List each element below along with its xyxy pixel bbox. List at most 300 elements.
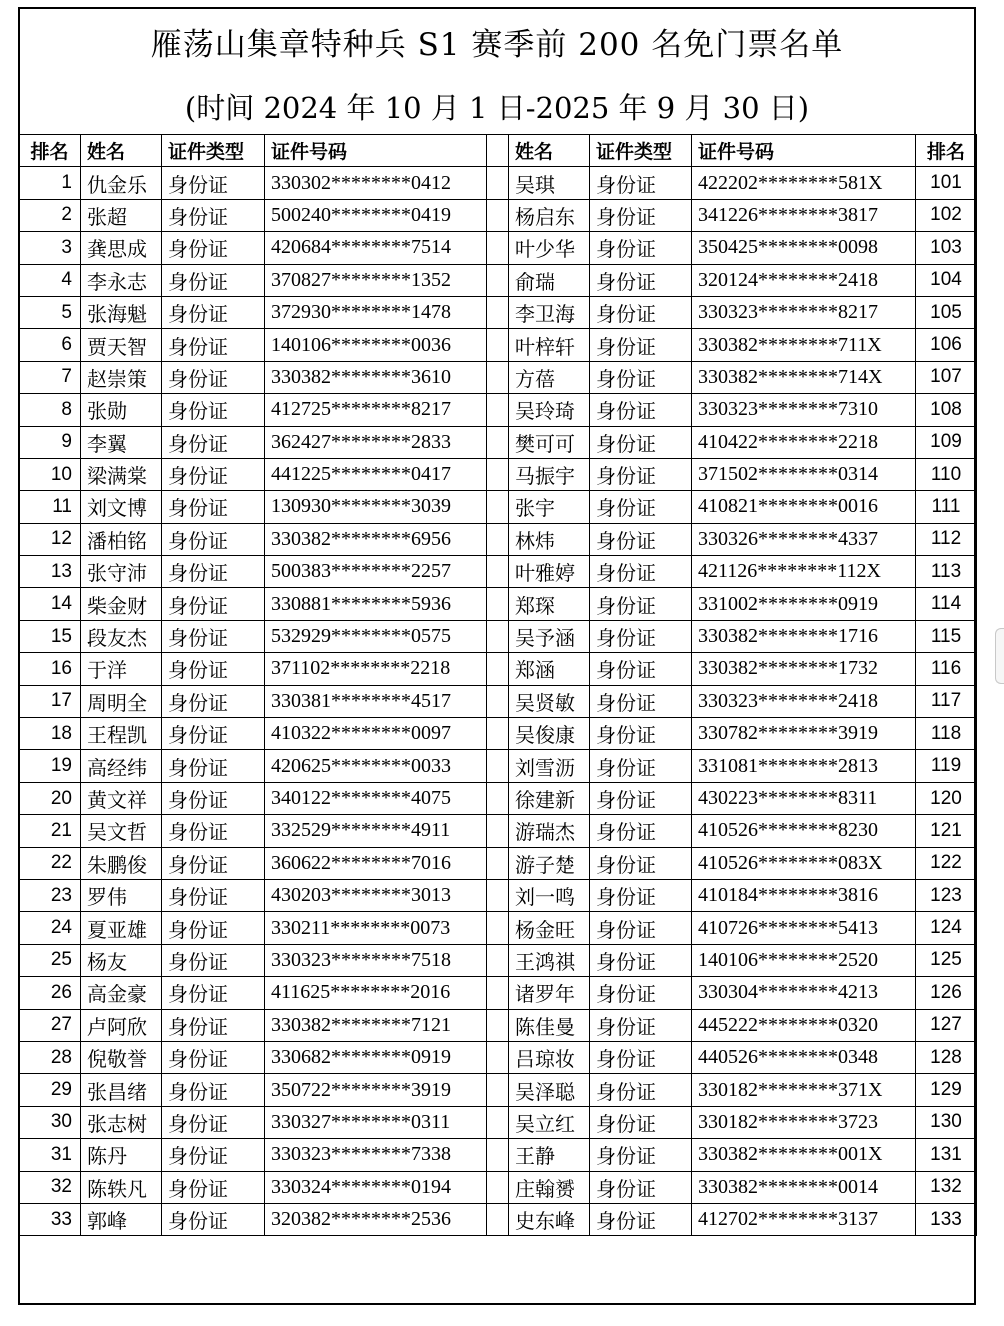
table-row [19, 264, 977, 296]
column-gap [487, 296, 509, 328]
name-cell-left: 李翼 [81, 426, 162, 458]
rank-cell-left: 19 [19, 750, 81, 782]
id-number-cell-right: 330323********7310 [692, 394, 916, 426]
name-cell-left: 张守沛 [81, 556, 162, 588]
rank-cell-left: 21 [19, 815, 81, 847]
rank-cell-right: 106 [916, 329, 977, 361]
id-number-cell-left: 441225********0417 [265, 458, 487, 490]
id-type-cell-right: 身份证 [590, 782, 692, 814]
rank-cell-right: 119 [916, 750, 977, 782]
name-cell-left: 王程凯 [81, 718, 162, 750]
column-gap [487, 135, 509, 167]
rank-cell-right: 116 [916, 653, 977, 685]
id-type-cell-left: 身份证 [162, 361, 265, 393]
id-number-cell-left: 532929********0575 [265, 620, 487, 652]
rank-cell-left: 32 [19, 1171, 81, 1203]
table-row [19, 815, 977, 847]
id-type-cell-left: 身份证 [162, 556, 265, 588]
table-row [19, 394, 977, 426]
id-type-cell-right: 身份证 [590, 944, 692, 976]
id-type-cell-left: 身份证 [162, 264, 265, 296]
header-name-right: 姓名 [509, 135, 590, 167]
id-number-cell-right: 330182********371X [692, 1074, 916, 1106]
header-id-number-left: 证件号码 [265, 135, 487, 167]
id-number-cell-left: 500383********2257 [265, 556, 487, 588]
column-gap [487, 718, 509, 750]
id-number-cell-right: 410422********2218 [692, 426, 916, 458]
document-subtitle: (时间 2024 年 10 月 1 日-2025 年 9 月 30 日) [184, 91, 810, 125]
table-row [19, 1171, 977, 1203]
id-type-cell-right: 身份证 [590, 653, 692, 685]
id-number-cell-left: 420625********0033 [265, 750, 487, 782]
id-type-cell-left: 身份证 [162, 458, 265, 490]
header-name-left: 姓名 [81, 135, 162, 167]
name-cell-right: 吴立红 [509, 1106, 590, 1138]
table-row [19, 912, 977, 944]
name-cell-left: 贾天智 [81, 329, 162, 361]
table-row [19, 167, 977, 199]
rank-cell-right: 104 [916, 264, 977, 296]
column-gap [487, 815, 509, 847]
id-number-cell-right: 410821********0016 [692, 491, 916, 523]
rank-cell-left: 13 [19, 556, 81, 588]
rank-cell-right: 105 [916, 296, 977, 328]
id-number-cell-right: 330182********3723 [692, 1106, 916, 1138]
id-type-cell-left: 身份证 [162, 167, 265, 199]
column-gap [487, 232, 509, 264]
id-number-cell-left: 420684********7514 [265, 232, 487, 264]
id-type-cell-left: 身份证 [162, 491, 265, 523]
rank-cell-left: 7 [19, 361, 81, 393]
rank-cell-right: 111 [916, 491, 977, 523]
column-gap [487, 491, 509, 523]
name-cell-left: 刘文博 [81, 491, 162, 523]
rank-cell-right: 115 [916, 620, 977, 652]
table-row [19, 458, 977, 490]
name-cell-right: 俞瑞 [509, 264, 590, 296]
name-cell-right: 吴琪 [509, 167, 590, 199]
id-number-cell-right: 410526********8230 [692, 815, 916, 847]
scrollbar-thumb[interactable] [995, 628, 1004, 684]
rank-cell-left: 31 [19, 1139, 81, 1171]
table-row [19, 199, 977, 231]
rank-cell-right: 132 [916, 1171, 977, 1203]
name-cell-right: 李卫海 [509, 296, 590, 328]
id-number-cell-left: 332529********4911 [265, 815, 487, 847]
table-row [19, 879, 977, 911]
id-type-cell-right: 身份证 [590, 1106, 692, 1138]
id-type-cell-right: 身份证 [590, 556, 692, 588]
name-cell-left: 张超 [81, 199, 162, 231]
id-number-cell-left: 330324********0194 [265, 1171, 487, 1203]
rank-cell-right: 117 [916, 685, 977, 717]
name-cell-right: 郑琛 [509, 588, 590, 620]
id-number-cell-left: 330382********6956 [265, 523, 487, 555]
column-gap [487, 199, 509, 231]
id-number-cell-left: 130930********3039 [265, 491, 487, 523]
rank-cell-right: 126 [916, 977, 977, 1009]
column-gap [487, 361, 509, 393]
name-cell-left: 张志树 [81, 1106, 162, 1138]
id-type-cell-right: 身份证 [590, 879, 692, 911]
table-row [19, 847, 977, 879]
id-number-cell-right: 422202********581X [692, 167, 916, 199]
table-row [19, 1041, 977, 1073]
name-cell-left: 罗伟 [81, 879, 162, 911]
rank-cell-left: 17 [19, 685, 81, 717]
name-cell-left: 周明全 [81, 685, 162, 717]
table-row [19, 329, 977, 361]
id-type-cell-right: 身份证 [590, 523, 692, 555]
id-type-cell-left: 身份证 [162, 1106, 265, 1138]
id-type-cell-right: 身份证 [590, 296, 692, 328]
name-cell-left: 龚思成 [81, 232, 162, 264]
column-gap [487, 264, 509, 296]
id-type-cell-right: 身份证 [590, 588, 692, 620]
table-row [19, 685, 977, 717]
table-row [19, 556, 977, 588]
id-type-cell-right: 身份证 [590, 491, 692, 523]
rank-cell-right: 133 [916, 1203, 977, 1235]
column-gap [487, 523, 509, 555]
id-type-cell-right: 身份证 [590, 815, 692, 847]
id-number-cell-right: 330304********4213 [692, 977, 916, 1009]
rank-cell-right: 130 [916, 1106, 977, 1138]
name-cell-left: 梁满棠 [81, 458, 162, 490]
header-id-type-left: 证件类型 [162, 135, 265, 167]
table-row [19, 620, 977, 652]
document-sheet [18, 7, 976, 1305]
id-number-cell-left: 362427********2833 [265, 426, 487, 458]
header-rank-right: 排名 [916, 135, 977, 167]
rank-cell-left: 26 [19, 977, 81, 1009]
rank-cell-right: 101 [916, 167, 977, 199]
table-row [19, 977, 977, 1009]
id-type-cell-left: 身份证 [162, 750, 265, 782]
id-number-cell-left: 360622********7016 [265, 847, 487, 879]
id-number-cell-right: 410184********3816 [692, 879, 916, 911]
id-type-cell-left: 身份证 [162, 944, 265, 976]
id-number-cell-right: 410726********5413 [692, 912, 916, 944]
id-number-cell-left: 412725********8217 [265, 394, 487, 426]
table-row [19, 232, 977, 264]
rank-cell-left: 1 [19, 167, 81, 199]
column-gap [487, 653, 509, 685]
id-type-cell-left: 身份证 [162, 1203, 265, 1235]
id-number-cell-left: 330211********0073 [265, 912, 487, 944]
table-row [19, 1106, 977, 1138]
name-cell-right: 游子楚 [509, 847, 590, 879]
id-type-cell-left: 身份证 [162, 426, 265, 458]
name-cell-right: 叶雅婷 [509, 556, 590, 588]
rank-cell-right: 123 [916, 879, 977, 911]
id-number-cell-left: 410322********0097 [265, 718, 487, 750]
name-cell-right: 吕琼妆 [509, 1041, 590, 1073]
name-cell-left: 高金豪 [81, 977, 162, 1009]
id-type-cell-left: 身份证 [162, 879, 265, 911]
name-cell-right: 刘一鸣 [509, 879, 590, 911]
id-type-cell-right: 身份证 [590, 426, 692, 458]
name-cell-right: 郑涵 [509, 653, 590, 685]
rank-cell-left: 18 [19, 718, 81, 750]
id-type-cell-left: 身份证 [162, 394, 265, 426]
id-type-cell-right: 身份证 [590, 718, 692, 750]
table-row [19, 1203, 977, 1235]
rank-cell-right: 131 [916, 1139, 977, 1171]
id-type-cell-right: 身份证 [590, 394, 692, 426]
id-type-cell-right: 身份证 [590, 847, 692, 879]
header-id-type-right: 证件类型 [590, 135, 692, 167]
rank-cell-left: 25 [19, 944, 81, 976]
name-cell-left: 段友杰 [81, 620, 162, 652]
id-number-cell-right: 330326********4337 [692, 523, 916, 555]
id-number-cell-left: 330382********3610 [265, 361, 487, 393]
rank-cell-left: 15 [19, 620, 81, 652]
name-cell-left: 陈轶凡 [81, 1171, 162, 1203]
id-type-cell-right: 身份证 [590, 361, 692, 393]
table-row [19, 750, 977, 782]
id-type-cell-right: 身份证 [590, 232, 692, 264]
column-gap [487, 329, 509, 361]
rank-cell-right: 127 [916, 1009, 977, 1041]
id-number-cell-left: 330682********0919 [265, 1041, 487, 1073]
name-cell-right: 刘雪沥 [509, 750, 590, 782]
id-type-cell-left: 身份证 [162, 1171, 265, 1203]
id-type-cell-right: 身份证 [590, 1009, 692, 1041]
rank-cell-left: 20 [19, 782, 81, 814]
id-number-cell-right: 330382********1716 [692, 620, 916, 652]
name-cell-left: 于洋 [81, 653, 162, 685]
name-cell-right: 王静 [509, 1139, 590, 1171]
id-type-cell-left: 身份证 [162, 1041, 265, 1073]
id-number-cell-right: 330382********001X [692, 1139, 916, 1171]
table-row [19, 653, 977, 685]
id-type-cell-left: 身份证 [162, 912, 265, 944]
id-number-cell-left: 430203********3013 [265, 879, 487, 911]
id-type-cell-left: 身份证 [162, 329, 265, 361]
rank-cell-right: 112 [916, 523, 977, 555]
name-cell-right: 方蓓 [509, 361, 590, 393]
id-type-cell-left: 身份证 [162, 199, 265, 231]
name-cell-right: 吴玲琦 [509, 394, 590, 426]
id-number-cell-right: 330323********2418 [692, 685, 916, 717]
table-row [19, 361, 977, 393]
name-cell-left: 张海魁 [81, 296, 162, 328]
column-gap [487, 879, 509, 911]
id-type-cell-left: 身份证 [162, 1074, 265, 1106]
id-type-cell-right: 身份证 [590, 1074, 692, 1106]
id-type-cell-right: 身份证 [590, 458, 692, 490]
column-gap [487, 394, 509, 426]
table-row [19, 782, 977, 814]
id-type-cell-right: 身份证 [590, 199, 692, 231]
rank-cell-left: 23 [19, 879, 81, 911]
rank-cell-left: 14 [19, 588, 81, 620]
id-type-cell-right: 身份证 [590, 329, 692, 361]
id-type-cell-left: 身份证 [162, 620, 265, 652]
rank-cell-left: 5 [19, 296, 81, 328]
id-type-cell-left: 身份证 [162, 815, 265, 847]
table-row [19, 1009, 977, 1041]
column-gap [487, 426, 509, 458]
rank-cell-right: 108 [916, 394, 977, 426]
name-cell-left: 郭峰 [81, 1203, 162, 1235]
name-cell-right: 樊可可 [509, 426, 590, 458]
id-type-cell-left: 身份证 [162, 1139, 265, 1171]
id-type-cell-right: 身份证 [590, 1139, 692, 1171]
name-cell-left: 潘柏铭 [81, 523, 162, 555]
name-cell-right: 吴泽聪 [509, 1074, 590, 1106]
name-cell-right: 王鸿祺 [509, 944, 590, 976]
column-gap [487, 750, 509, 782]
column-gap [487, 1009, 509, 1041]
id-type-cell-left: 身份证 [162, 1009, 265, 1041]
name-cell-left: 卢阿欣 [81, 1009, 162, 1041]
id-number-cell-right: 440526********0348 [692, 1041, 916, 1073]
rank-cell-right: 114 [916, 588, 977, 620]
column-gap [487, 912, 509, 944]
name-cell-right: 诸罗年 [509, 977, 590, 1009]
name-cell-left: 朱鹏俊 [81, 847, 162, 879]
column-gap [487, 167, 509, 199]
name-cell-left: 张勋 [81, 394, 162, 426]
table-header-row [19, 135, 977, 167]
id-number-cell-right: 320124********2418 [692, 264, 916, 296]
id-number-cell-left: 330302********0412 [265, 167, 487, 199]
column-gap [487, 588, 509, 620]
column-gap [487, 556, 509, 588]
name-cell-right: 吴予涵 [509, 620, 590, 652]
name-cell-left: 黄文祥 [81, 782, 162, 814]
column-gap [487, 685, 509, 717]
name-cell-right: 吴俊康 [509, 718, 590, 750]
column-gap [487, 1074, 509, 1106]
id-number-cell-right: 331081********2813 [692, 750, 916, 782]
id-number-cell-right: 330382********711X [692, 329, 916, 361]
rank-cell-right: 124 [916, 912, 977, 944]
name-cell-right: 张宇 [509, 491, 590, 523]
name-cell-left: 张昌绪 [81, 1074, 162, 1106]
name-cell-left: 仇金乐 [81, 167, 162, 199]
rank-cell-right: 109 [916, 426, 977, 458]
column-gap [487, 782, 509, 814]
id-type-cell-right: 身份证 [590, 685, 692, 717]
name-cell-left: 杨友 [81, 944, 162, 976]
id-number-cell-right: 371502********0314 [692, 458, 916, 490]
rank-cell-right: 110 [916, 458, 977, 490]
name-cell-left: 吴文哲 [81, 815, 162, 847]
id-type-cell-right: 身份证 [590, 167, 692, 199]
rank-cell-right: 120 [916, 782, 977, 814]
column-gap [487, 1171, 509, 1203]
rank-cell-right: 107 [916, 361, 977, 393]
id-type-cell-right: 身份证 [590, 977, 692, 1009]
table-row [19, 296, 977, 328]
name-cell-right: 杨金旺 [509, 912, 590, 944]
id-type-cell-left: 身份证 [162, 523, 265, 555]
rank-cell-left: 28 [19, 1041, 81, 1073]
column-gap [487, 1203, 509, 1235]
id-number-cell-right: 350425********0098 [692, 232, 916, 264]
rank-cell-left: 16 [19, 653, 81, 685]
column-gap [487, 977, 509, 1009]
rank-cell-left: 9 [19, 426, 81, 458]
id-type-cell-left: 身份证 [162, 847, 265, 879]
id-type-cell-left: 身份证 [162, 653, 265, 685]
rank-cell-left: 30 [19, 1106, 81, 1138]
name-cell-right: 叶梓轩 [509, 329, 590, 361]
id-number-cell-left: 411625********2016 [265, 977, 487, 1009]
id-number-cell-right: 421126********112X [692, 556, 916, 588]
id-number-cell-right: 430223********8311 [692, 782, 916, 814]
id-number-cell-right: 341226********3817 [692, 199, 916, 231]
name-cell-left: 柴金财 [81, 588, 162, 620]
name-cell-left: 高经纬 [81, 750, 162, 782]
header-id-number-right: 证件号码 [692, 135, 916, 167]
rank-cell-right: 121 [916, 815, 977, 847]
column-gap [487, 458, 509, 490]
column-gap [487, 620, 509, 652]
rank-cell-right: 129 [916, 1074, 977, 1106]
id-type-cell-left: 身份证 [162, 685, 265, 717]
rank-cell-left: 33 [19, 1203, 81, 1235]
id-number-cell-left: 372930********1478 [265, 296, 487, 328]
column-gap [487, 1139, 509, 1171]
id-number-cell-left: 500240********0419 [265, 199, 487, 231]
name-cell-right: 吴贤敏 [509, 685, 590, 717]
id-type-cell-right: 身份证 [590, 912, 692, 944]
id-number-cell-left: 330381********4517 [265, 685, 487, 717]
id-number-cell-left: 140106********0036 [265, 329, 487, 361]
table-row [19, 426, 977, 458]
column-gap [487, 1041, 509, 1073]
rank-cell-right: 113 [916, 556, 977, 588]
table-row [19, 491, 977, 523]
id-number-cell-right: 412702********3137 [692, 1203, 916, 1235]
rank-cell-right: 118 [916, 718, 977, 750]
column-gap [487, 847, 509, 879]
id-type-cell-right: 身份证 [590, 1041, 692, 1073]
rank-cell-left: 24 [19, 912, 81, 944]
name-cell-left: 李永志 [81, 264, 162, 296]
id-type-cell-right: 身份证 [590, 264, 692, 296]
rank-cell-left: 29 [19, 1074, 81, 1106]
table-row [19, 588, 977, 620]
id-type-cell-left: 身份证 [162, 718, 265, 750]
id-number-cell-left: 340122********4075 [265, 782, 487, 814]
rank-cell-left: 6 [19, 329, 81, 361]
id-number-cell-left: 330323********7518 [265, 944, 487, 976]
column-gap [487, 1106, 509, 1138]
table-row [19, 1074, 977, 1106]
column-gap [487, 944, 509, 976]
id-number-cell-left: 320382********2536 [265, 1203, 487, 1235]
rank-cell-left: 10 [19, 458, 81, 490]
id-type-cell-right: 身份证 [590, 1203, 692, 1235]
id-number-cell-right: 330382********0014 [692, 1171, 916, 1203]
id-type-cell-left: 身份证 [162, 977, 265, 1009]
id-type-cell-right: 身份证 [590, 750, 692, 782]
rank-cell-left: 3 [19, 232, 81, 264]
rank-cell-right: 102 [916, 199, 977, 231]
id-number-cell-right: 410526********083X [692, 847, 916, 879]
id-type-cell-left: 身份证 [162, 232, 265, 264]
name-cell-left: 赵崇策 [81, 361, 162, 393]
name-cell-right: 徐建新 [509, 782, 590, 814]
name-cell-right: 马振宇 [509, 458, 590, 490]
id-number-cell-left: 370827********1352 [265, 264, 487, 296]
id-number-cell-right: 140106********2520 [692, 944, 916, 976]
